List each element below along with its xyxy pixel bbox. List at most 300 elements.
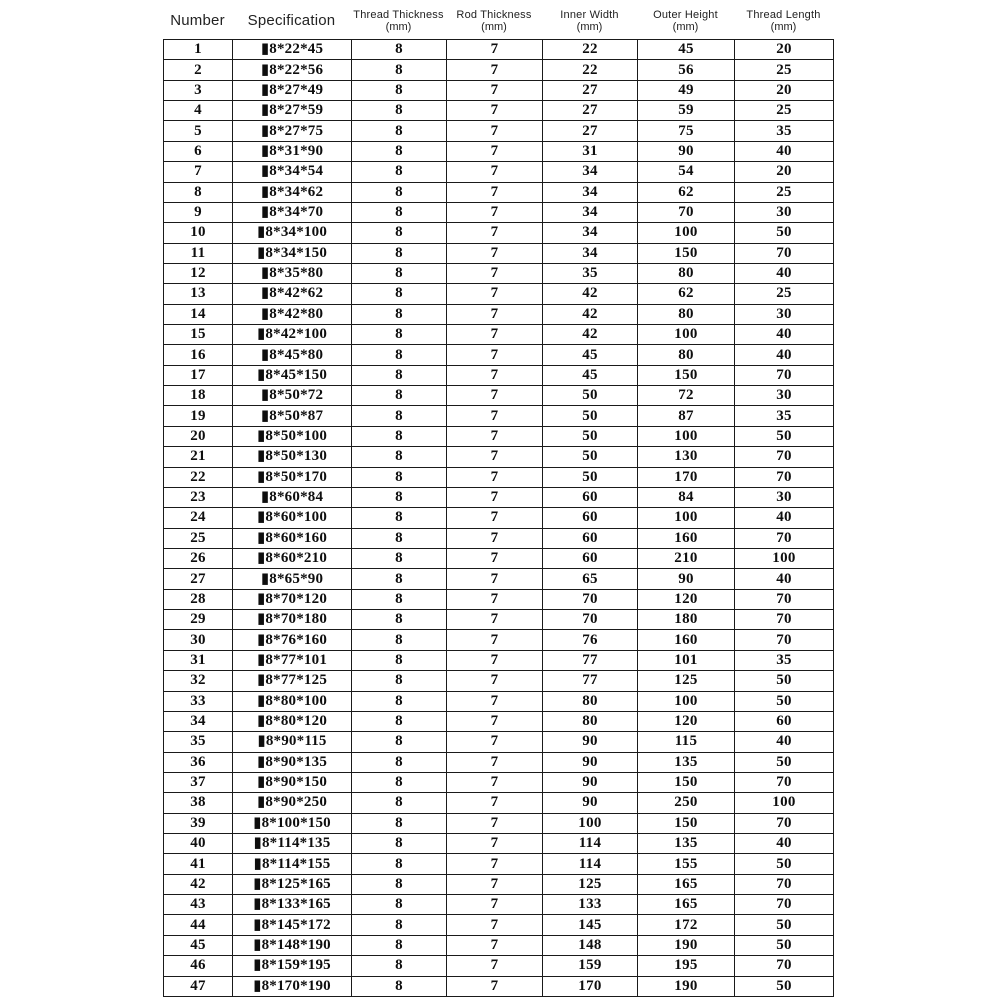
column-header-thread-length [734,0,833,39]
cell-number: 47 [164,976,233,996]
cell-specification: ▮8*90*250 [233,793,352,813]
table-row [164,834,834,854]
table-row [164,548,834,568]
cell-thread-thickness: 8 [352,304,447,324]
cell-number: 4 [164,101,233,121]
table-row [164,528,834,548]
cell-specification: ▮8*42*62 [233,284,352,304]
cell-rod-thickness: 7 [447,915,543,935]
cell-number: 17 [164,365,233,385]
cell-outer-height: 180 [638,610,735,630]
cell-thread-thickness: 8 [352,813,447,833]
table-row [164,406,834,426]
column-header-label: Specification [247,12,336,29]
cell-inner-width: 34 [543,243,638,263]
cell-inner-width: 22 [543,60,638,80]
cell-inner-width: 50 [543,447,638,467]
cell-thread-length: 70 [735,467,834,487]
cell-inner-width: 60 [543,548,638,568]
cell-specification: ▮8*65*90 [233,569,352,589]
cell-number: 25 [164,528,233,548]
cell-number: 22 [164,467,233,487]
column-header-outer-height [637,0,734,39]
cell-thread-length: 35 [735,406,834,426]
cell-outer-height: 100 [638,325,735,345]
cell-outer-height: 125 [638,671,735,691]
cell-outer-height: 80 [638,304,735,324]
cell-outer-height: 190 [638,976,735,996]
cell-specification: ▮8*34*62 [233,182,352,202]
cell-number: 29 [164,610,233,630]
cell-rod-thickness: 7 [447,325,543,345]
cell-inner-width: 50 [543,467,638,487]
table-row [164,80,834,100]
cell-thread-thickness: 8 [352,732,447,752]
cell-number: 30 [164,630,233,650]
cell-thread-length: 25 [735,182,834,202]
cell-inner-width: 42 [543,284,638,304]
cell-inner-width: 145 [543,915,638,935]
table-row [164,304,834,324]
table-row [164,487,834,507]
cell-number: 33 [164,691,233,711]
cell-rod-thickness: 7 [447,813,543,833]
cell-specification: ▮8*159*195 [233,956,352,976]
cell-number: 11 [164,243,233,263]
cell-outer-height: 160 [638,528,735,548]
table-row [164,691,834,711]
cell-number: 6 [164,141,233,161]
column-header-unit: (mm) [576,21,603,33]
cell-number: 21 [164,447,233,467]
cell-specification: ▮8*27*75 [233,121,352,141]
cell-number: 9 [164,202,233,222]
table-row [164,263,834,283]
cell-rod-thickness: 7 [447,834,543,854]
table-row [164,752,834,772]
cell-thread-thickness: 8 [352,101,447,121]
cell-rod-thickness: 7 [447,671,543,691]
table-row [164,182,834,202]
cell-rod-thickness: 7 [447,650,543,670]
column-header-unit: (mm) [481,21,507,33]
cell-number: 31 [164,650,233,670]
column-header-label: Inner Width [560,8,619,21]
cell-rod-thickness: 7 [447,569,543,589]
cell-specification: ▮8*45*80 [233,345,352,365]
cell-number: 27 [164,569,233,589]
table-row [164,121,834,141]
cell-specification: ▮8*34*70 [233,202,352,222]
cell-thread-length: 50 [735,223,834,243]
column-header-label: Number [170,12,225,29]
cell-thread-thickness: 8 [352,935,447,955]
cell-inner-width: 27 [543,80,638,100]
cell-thread-length: 70 [735,630,834,650]
cell-inner-width: 60 [543,487,638,507]
cell-thread-length: 70 [735,813,834,833]
table-row [164,426,834,446]
cell-thread-thickness: 8 [352,589,447,609]
cell-thread-length: 50 [735,426,834,446]
cell-thread-length: 20 [735,162,834,182]
cell-thread-length: 40 [735,345,834,365]
cell-outer-height: 100 [638,508,735,528]
cell-thread-length: 20 [735,40,834,60]
cell-specification: ▮8*80*120 [233,711,352,731]
cell-thread-length: 70 [735,610,834,630]
cell-number: 16 [164,345,233,365]
cell-thread-thickness: 8 [352,386,447,406]
cell-thread-length: 70 [735,243,834,263]
cell-thread-length: 50 [735,915,834,935]
cell-specification: ▮8*22*45 [233,40,352,60]
cell-thread-thickness: 8 [352,528,447,548]
cell-inner-width: 65 [543,569,638,589]
table-row [164,874,834,894]
cell-thread-length: 50 [735,671,834,691]
cell-inner-width: 50 [543,406,638,426]
cell-rod-thickness: 7 [447,304,543,324]
cell-specification: ▮8*42*80 [233,304,352,324]
cell-thread-thickness: 8 [352,345,447,365]
cell-outer-height: 62 [638,182,735,202]
cell-thread-length: 50 [735,976,834,996]
cell-rod-thickness: 7 [447,854,543,874]
cell-inner-width: 77 [543,671,638,691]
cell-rod-thickness: 7 [447,202,543,222]
cell-outer-height: 49 [638,80,735,100]
cell-thread-thickness: 8 [352,447,447,467]
cell-specification: ▮8*50*170 [233,467,352,487]
cell-thread-length: 100 [735,793,834,813]
cell-rod-thickness: 7 [447,406,543,426]
cell-outer-height: 54 [638,162,735,182]
cell-thread-length: 70 [735,365,834,385]
cell-outer-height: 195 [638,956,735,976]
cell-thread-thickness: 8 [352,874,447,894]
cell-inner-width: 76 [543,630,638,650]
specification-table [163,39,834,997]
cell-thread-length: 25 [735,101,834,121]
table-row [164,854,834,874]
cell-rod-thickness: 7 [447,101,543,121]
cell-specification: ▮8*27*59 [233,101,352,121]
cell-thread-length: 30 [735,304,834,324]
cell-thread-thickness: 8 [352,508,447,528]
cell-thread-length: 50 [735,752,834,772]
cell-outer-height: 101 [638,650,735,670]
table-row [164,447,834,467]
cell-thread-thickness: 8 [352,630,447,650]
cell-specification: ▮8*34*150 [233,243,352,263]
cell-specification: ▮8*60*84 [233,487,352,507]
cell-specification: ▮8*60*100 [233,508,352,528]
table-row [164,508,834,528]
cell-inner-width: 34 [543,202,638,222]
column-header-label: Thread Length [746,8,821,21]
cell-thread-thickness: 8 [352,162,447,182]
column-header-unit: (mm) [770,21,797,33]
cell-rod-thickness: 7 [447,589,543,609]
cell-inner-width: 114 [543,854,638,874]
cell-thread-thickness: 8 [352,569,447,589]
cell-rod-thickness: 7 [447,80,543,100]
table-row [164,976,834,996]
cell-specification: ▮8*77*101 [233,650,352,670]
cell-specification: ▮8*31*90 [233,141,352,161]
cell-inner-width: 80 [543,691,638,711]
column-header-specification [232,0,351,39]
cell-thread-length: 40 [735,325,834,345]
cell-outer-height: 155 [638,854,735,874]
cell-specification: ▮8*114*155 [233,854,352,874]
table-row [164,630,834,650]
cell-rod-thickness: 7 [447,548,543,568]
cell-number: 44 [164,915,233,935]
cell-inner-width: 100 [543,813,638,833]
cell-number: 5 [164,121,233,141]
cell-inner-width: 35 [543,263,638,283]
table-row [164,141,834,161]
cell-outer-height: 115 [638,732,735,752]
cell-specification: ▮8*35*80 [233,263,352,283]
cell-thread-thickness: 8 [352,752,447,772]
cell-outer-height: 80 [638,263,735,283]
cell-number: 8 [164,182,233,202]
cell-thread-thickness: 8 [352,793,447,813]
cell-outer-height: 150 [638,813,735,833]
cell-number: 15 [164,325,233,345]
cell-inner-width: 45 [543,365,638,385]
cell-outer-height: 59 [638,101,735,121]
cell-rod-thickness: 7 [447,528,543,548]
cell-number: 12 [164,263,233,283]
cell-inner-width: 90 [543,793,638,813]
column-header-label: Outer Height [653,8,718,21]
cell-outer-height: 250 [638,793,735,813]
cell-thread-thickness: 8 [352,610,447,630]
table-row [164,772,834,792]
cell-outer-height: 160 [638,630,735,650]
cell-thread-thickness: 8 [352,895,447,915]
cell-rod-thickness: 7 [447,141,543,161]
cell-thread-length: 35 [735,121,834,141]
cell-inner-width: 27 [543,121,638,141]
cell-inner-width: 90 [543,772,638,792]
cell-thread-thickness: 8 [352,182,447,202]
cell-number: 41 [164,854,233,874]
cell-number: 1 [164,40,233,60]
cell-thread-length: 70 [735,447,834,467]
cell-specification: ▮8*133*165 [233,895,352,915]
cell-rod-thickness: 7 [447,365,543,385]
cell-thread-thickness: 8 [352,956,447,976]
cell-outer-height: 62 [638,284,735,304]
cell-specification: ▮8*76*160 [233,630,352,650]
cell-outer-height: 56 [638,60,735,80]
cell-inner-width: 70 [543,610,638,630]
cell-thread-thickness: 8 [352,772,447,792]
cell-specification: ▮8*22*56 [233,60,352,80]
cell-thread-length: 60 [735,711,834,731]
cell-thread-thickness: 8 [352,223,447,243]
cell-thread-length: 40 [735,834,834,854]
cell-rod-thickness: 7 [447,772,543,792]
cell-thread-length: 25 [735,284,834,304]
cell-inner-width: 60 [543,508,638,528]
cell-thread-length: 70 [735,895,834,915]
cell-specification: ▮8*90*135 [233,752,352,772]
cell-thread-length: 70 [735,874,834,894]
cell-thread-thickness: 8 [352,141,447,161]
cell-inner-width: 34 [543,182,638,202]
cell-rod-thickness: 7 [447,243,543,263]
column-header-unit: (mm) [672,21,699,33]
cell-rod-thickness: 7 [447,691,543,711]
cell-number: 34 [164,711,233,731]
cell-number: 18 [164,386,233,406]
cell-rod-thickness: 7 [447,223,543,243]
cell-number: 26 [164,548,233,568]
cell-number: 14 [164,304,233,324]
cell-specification: ▮8*90*150 [233,772,352,792]
table-row [164,162,834,182]
cell-number: 37 [164,772,233,792]
cell-inner-width: 70 [543,589,638,609]
cell-number: 10 [164,223,233,243]
cell-number: 43 [164,895,233,915]
cell-specification: ▮8*50*100 [233,426,352,446]
table-row [164,569,834,589]
cell-thread-thickness: 8 [352,691,447,711]
cell-inner-width: 34 [543,162,638,182]
cell-inner-width: 114 [543,834,638,854]
cell-thread-length: 40 [735,569,834,589]
cell-thread-length: 30 [735,487,834,507]
cell-thread-thickness: 8 [352,548,447,568]
cell-rod-thickness: 7 [447,60,543,80]
cell-rod-thickness: 7 [447,447,543,467]
cell-thread-thickness: 8 [352,487,447,507]
cell-rod-thickness: 7 [447,935,543,955]
table-header-row [163,0,833,39]
table-row [164,40,834,60]
cell-rod-thickness: 7 [447,630,543,650]
cell-number: 38 [164,793,233,813]
cell-inner-width: 34 [543,223,638,243]
cell-outer-height: 150 [638,772,735,792]
cell-rod-thickness: 7 [447,162,543,182]
cell-outer-height: 130 [638,447,735,467]
cell-number: 3 [164,80,233,100]
cell-thread-length: 40 [735,508,834,528]
cell-rod-thickness: 7 [447,895,543,915]
column-header-number [163,0,232,39]
cell-outer-height: 100 [638,426,735,446]
cell-specification: ▮8*34*100 [233,223,352,243]
cell-thread-length: 70 [735,956,834,976]
cell-thread-length: 50 [735,935,834,955]
cell-number: 39 [164,813,233,833]
cell-rod-thickness: 7 [447,793,543,813]
cell-outer-height: 165 [638,874,735,894]
cell-rod-thickness: 7 [447,345,543,365]
column-header-label: Rod Thickness [456,8,532,21]
cell-outer-height: 90 [638,569,735,589]
cell-outer-height: 100 [638,691,735,711]
cell-specification: ▮8*148*190 [233,935,352,955]
cell-thread-length: 50 [735,691,834,711]
cell-number: 28 [164,589,233,609]
cell-specification: ▮8*50*72 [233,386,352,406]
cell-inner-width: 77 [543,650,638,670]
cell-specification: ▮8*70*120 [233,589,352,609]
cell-thread-length: 70 [735,772,834,792]
cell-thread-thickness: 8 [352,202,447,222]
cell-rod-thickness: 7 [447,467,543,487]
cell-rod-thickness: 7 [447,752,543,772]
cell-thread-length: 20 [735,80,834,100]
cell-thread-thickness: 8 [352,467,447,487]
cell-thread-thickness: 8 [352,60,447,80]
cell-thread-thickness: 8 [352,650,447,670]
cell-thread-thickness: 8 [352,325,447,345]
table-row [164,325,834,345]
cell-thread-thickness: 8 [352,915,447,935]
table-row [164,793,834,813]
cell-thread-thickness: 8 [352,263,447,283]
cell-thread-length: 30 [735,386,834,406]
cell-specification: ▮8*100*150 [233,813,352,833]
cell-outer-height: 90 [638,141,735,161]
cell-inner-width: 50 [543,386,638,406]
cell-outer-height: 100 [638,223,735,243]
cell-rod-thickness: 7 [447,956,543,976]
table-row [164,915,834,935]
column-header-label: Thread Thickness [353,8,444,21]
table-row [164,386,834,406]
cell-number: 45 [164,935,233,955]
cell-number: 2 [164,60,233,80]
cell-number: 13 [164,284,233,304]
cell-outer-height: 87 [638,406,735,426]
table-row [164,243,834,263]
cell-thread-length: 25 [735,60,834,80]
cell-outer-height: 72 [638,386,735,406]
cell-specification: ▮8*42*100 [233,325,352,345]
cell-specification: ▮8*50*87 [233,406,352,426]
cell-inner-width: 60 [543,528,638,548]
cell-thread-thickness: 8 [352,121,447,141]
cell-outer-height: 210 [638,548,735,568]
cell-inner-width: 125 [543,874,638,894]
table-row [164,365,834,385]
cell-specification: ▮8*60*210 [233,548,352,568]
cell-outer-height: 165 [638,895,735,915]
cell-number: 20 [164,426,233,446]
table-row [164,935,834,955]
cell-thread-length: 50 [735,854,834,874]
cell-number: 24 [164,508,233,528]
column-header-thread-thickness [351,0,446,39]
cell-thread-thickness: 8 [352,40,447,60]
cell-rod-thickness: 7 [447,732,543,752]
cell-number: 23 [164,487,233,507]
cell-inner-width: 148 [543,935,638,955]
table-row [164,671,834,691]
table-row [164,732,834,752]
